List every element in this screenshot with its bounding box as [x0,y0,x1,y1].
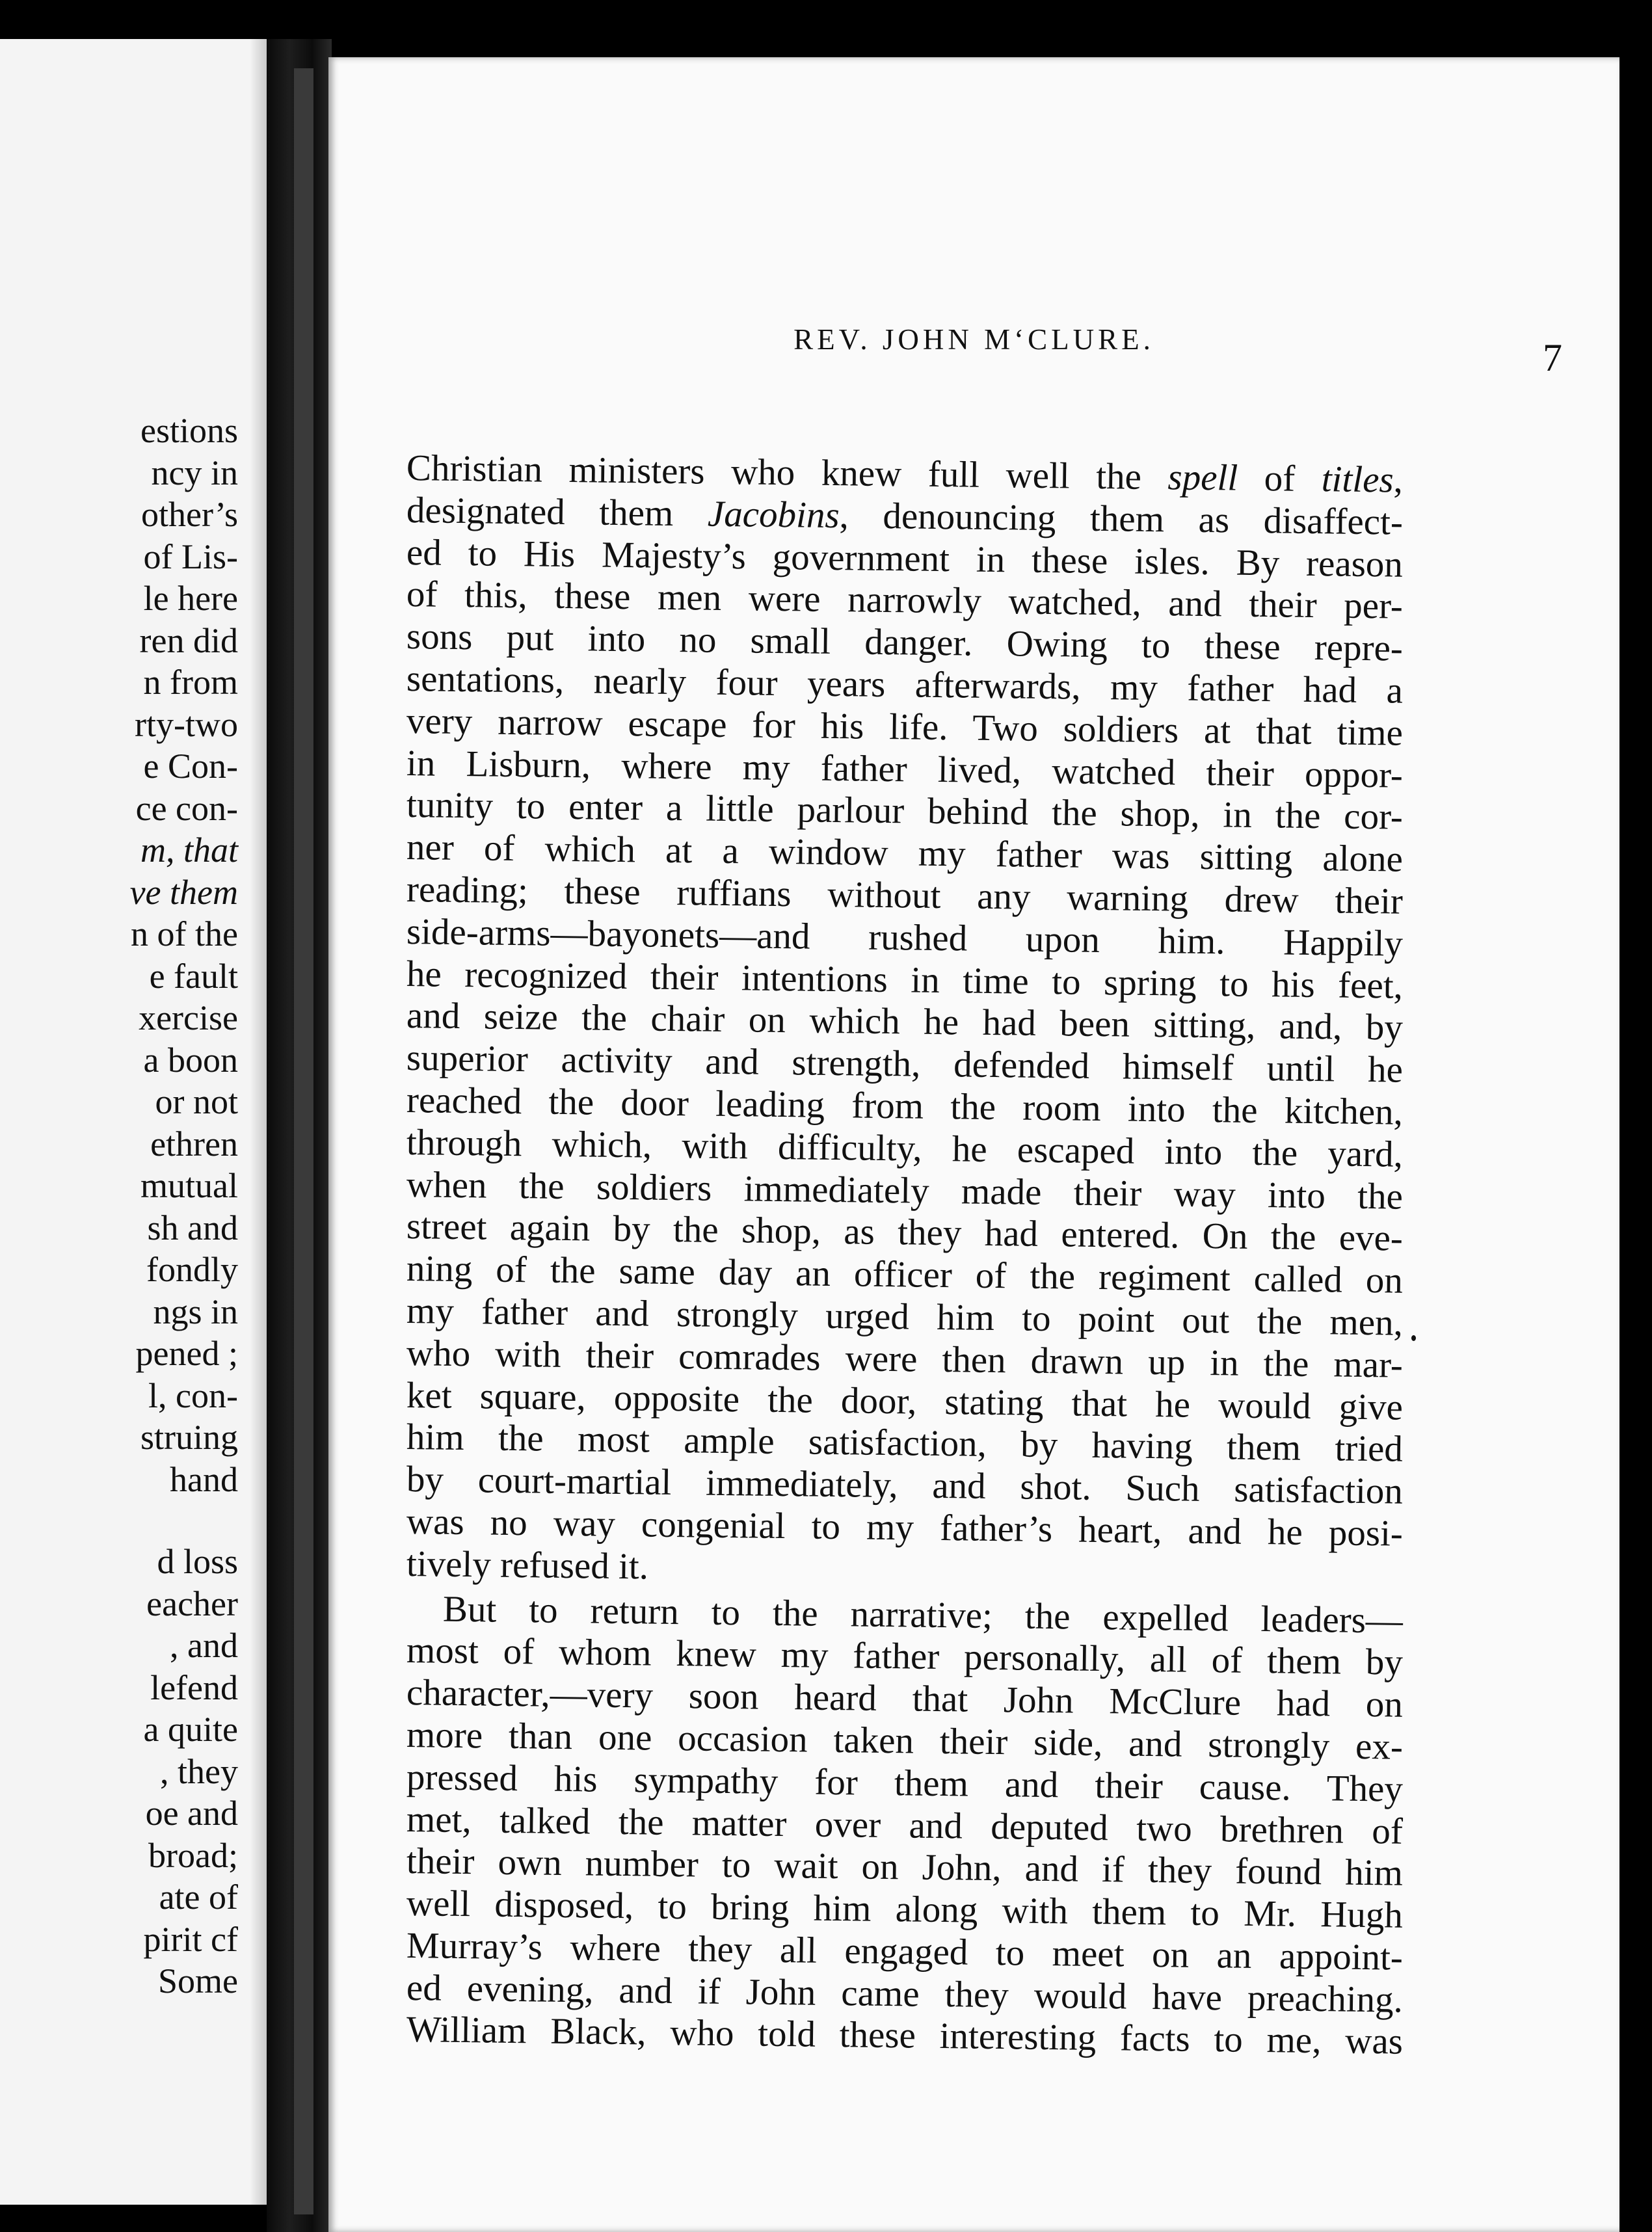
previous-page-line: rty-two [135,704,238,744]
text-line: ket square, opposite the door, stating that he would give [406,1374,1404,1428]
previous-page-line: n from [143,663,238,702]
previous-page-line: or not [155,1082,238,1121]
text-line: most of whom knew my father personally, all of them by [406,1630,1404,1684]
previous-page-line: e Con- [143,747,238,786]
previous-page-line: ethren [150,1124,238,1163]
previous-page-line: struing [140,1418,238,1457]
text-line: But to return to the narrative; the expelled leaders— [442,1588,1404,1641]
previous-page-line: m, that [140,830,238,870]
body-text [406,447,1404,2063]
text-line: who with their comrades were then drawn up in the mar- [406,1332,1404,1386]
previous-page-line: eacher [146,1584,238,1623]
text-line: met, talked the matter over and deputed two brethren of [406,1798,1404,1852]
text-line: superior activity and strength, defended himself until he [406,1037,1404,1091]
previous-page-line: ate of [159,1878,238,1917]
text-line: ed evening, and if John came they would have preaching. [406,1967,1404,2021]
previous-page-line: n of the [131,914,238,953]
text-line: sons put into no small danger. Owing to these repre- [406,616,1404,669]
previous-page-line: ngs in [153,1292,238,1331]
previous-page-line: pened ; [135,1334,238,1373]
text-line: very narrow escape for his life. Two soldiers at that time [406,700,1404,754]
text-line: sentations, nearly four years afterwards, my father had a [406,658,1404,711]
previous-page-line: estions [140,411,238,450]
dust-speck [1411,1335,1416,1341]
text-line: tively refused it. [406,1543,649,1588]
running-head: REV. JOHN M‘CLURE. [793,323,1154,356]
previous-page-line: Some [157,1961,238,2000]
text-line: their own number to wait on John, and if they found him [406,1840,1404,1894]
book-spine-strip [294,68,313,2214]
previous-page-line: sh and [147,1208,238,1247]
previous-page-line: d loss [157,1542,238,1581]
book-page [328,57,1619,2232]
text-line: ning of the same day an officer of the regiment called on [406,1248,1404,1301]
text-line: designated them Jacobins, denouncing them as disaffect- [406,489,1404,543]
previous-page-line: , and [170,1626,238,1665]
text-line: in Lisburn, where my father lived, watched their oppor- [406,742,1404,796]
text-line: when the soldiers immediately made their way into the [406,1163,1404,1217]
text-line: ed to His Majesty’s government in these isles. By reason [406,531,1404,585]
text-line: of this, these men were narrowly watched, and their per- [406,574,1404,628]
text-line: through which, with difficulty, he escaped into the yard, [406,1121,1404,1175]
previous-page-line: , they [160,1751,238,1791]
previous-page-line: ve them [129,872,238,912]
text-line: side-arms—bayonets—and rushed upon him. Happily [406,910,1404,964]
text-line: was no way congenial to my father’s heart, and he posi- [406,1500,1404,1554]
previous-page-line: pirit cf [143,1919,238,1959]
text-line: character,—very soon heard that John McClure had on [406,1672,1404,1725]
text-line: by court-martial immediately, and shot. Such satisfaction [406,1459,1404,1512]
previous-page-line: le here [143,579,238,618]
previous-page-line: other’s [141,495,238,534]
previous-page-line: l, con- [148,1375,238,1415]
text-line: tunity to enter a little parlour behind the shop, in the cor- [406,784,1404,838]
text-line: reading; these ruffians without any warning drew their [406,868,1404,922]
previous-page-text [130,410,238,2002]
text-line: pressed his sympathy for them and their cause. They [406,1756,1404,1810]
previous-page-line: mutual [140,1166,238,1205]
page-number: 7 [1543,336,1562,379]
text-line: more than one occasion taken their side, and strongly ex- [406,1714,1404,1768]
previous-page-line: lefend [150,1667,238,1707]
previous-page-line: a boon [143,1040,238,1080]
previous-page-line: oe and [145,1794,238,1833]
previous-page-line: of Lis- [143,537,238,576]
previous-page-line: ncy in [151,453,238,492]
previous-page-line: e fault [149,956,238,996]
text-line: Murray’s where they all engaged to meet on an appoint- [406,1924,1404,1978]
previous-page-line: ce con- [135,788,238,828]
text-line: my father and strongly urged him to point out the men, [406,1290,1404,1344]
previous-page-fragment [0,39,267,2205]
previous-page-line: ren did [139,620,238,660]
page-edge-shadow [250,39,267,2205]
text-line: reached the door leading from the room into the kitchen, [406,1079,1404,1133]
previous-page-line: a quite [143,1710,238,1749]
previous-page-line: hand [170,1459,238,1499]
paragraph-gap [130,1500,238,1541]
text-line: ner of which at a window my father was sitting alone [406,827,1404,880]
text-line: Christian ministers who knew full well the spell of titles, [406,447,1404,501]
text-line: well disposed, to bring him along with them to Mr. Hugh [406,1883,1404,1936]
text-line: him the most ample satisfaction, by having them tried [406,1416,1404,1470]
previous-page-line: xercise [139,998,238,1037]
text-line: street again by the shop, as they had entered. On the eve- [406,1206,1404,1260]
text-line: and seize the chair on which he had been sitting, and, by [406,995,1404,1049]
previous-page-line: broad; [148,1835,238,1875]
text-line: William Black, who told these interesting facts to me, was [406,2009,1404,2063]
previous-page-line: fondly [146,1250,238,1289]
text-line: he recognized their intentions in time to spring to his feet, [406,953,1404,1007]
